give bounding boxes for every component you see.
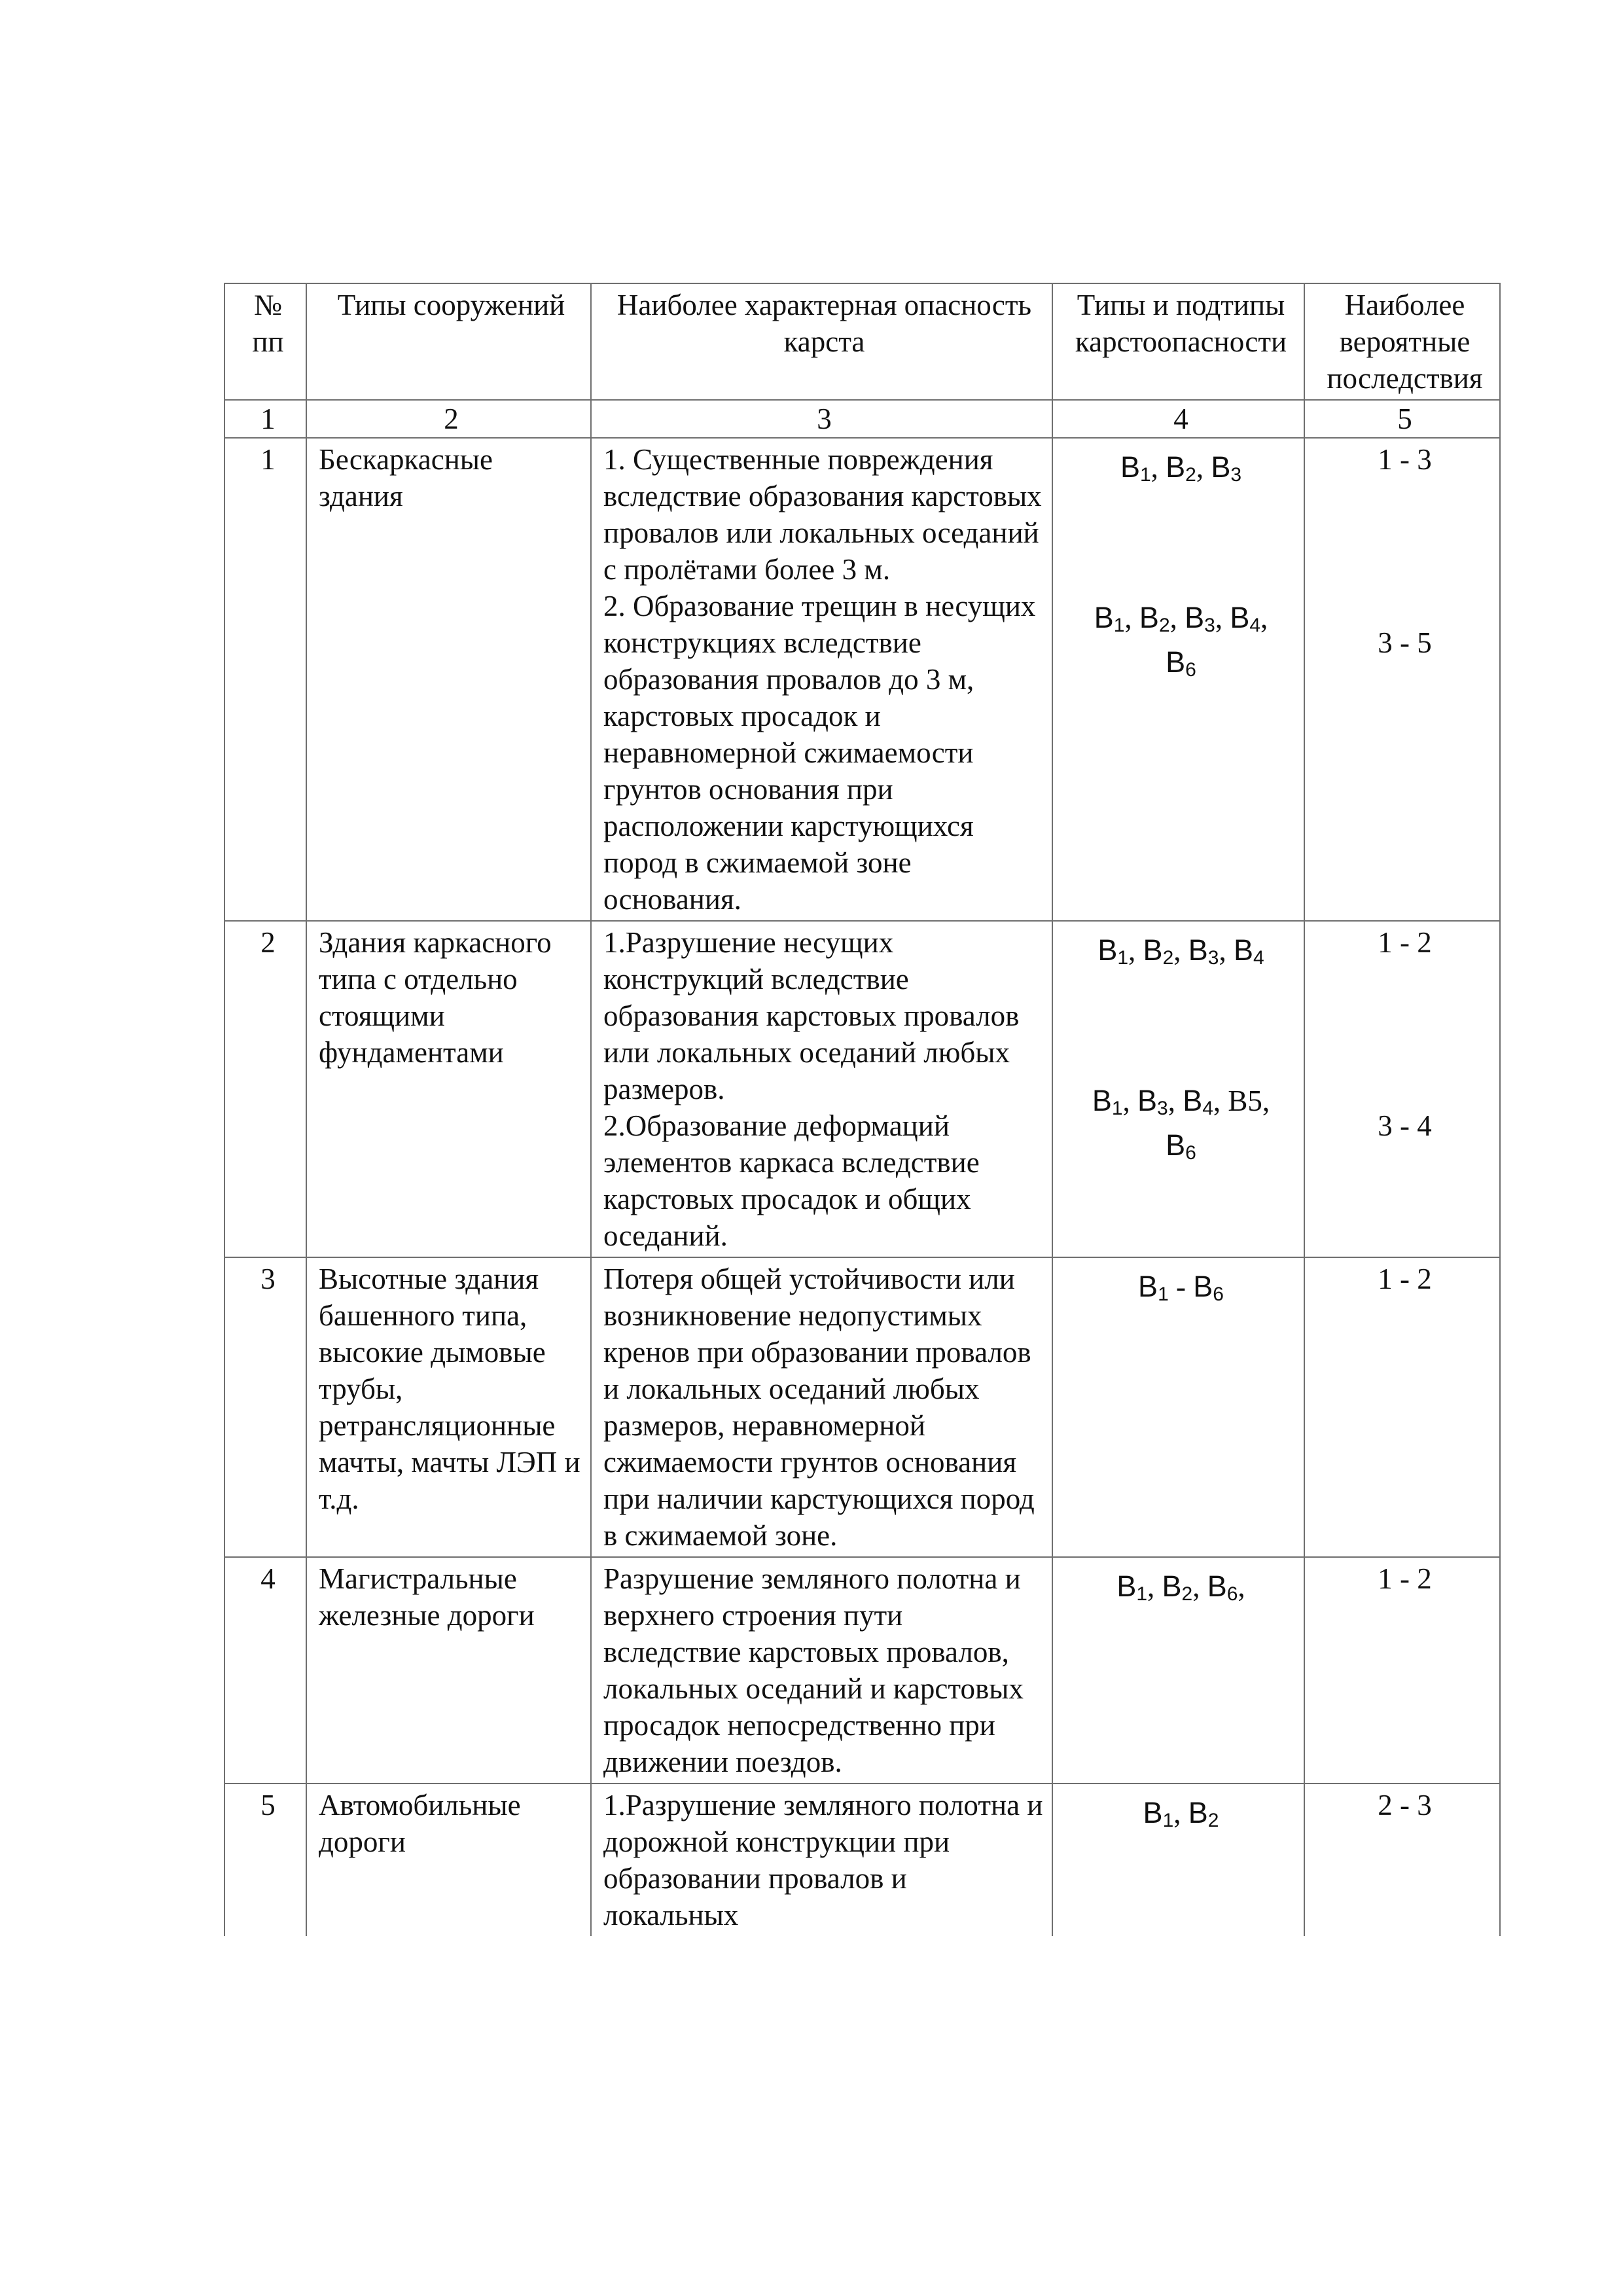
type-code-letter: В (1097, 933, 1118, 967)
consequence-range: 1 - 3 (1378, 443, 1432, 476)
hazard-paragraph: 1.Разрушение земляного полотна и дорожной конструкции при образовании провалов и локальных (603, 1789, 1043, 1931)
structure-type: Магистральные железные дороги (306, 1557, 591, 1784)
type-code-subscript: 1 (1162, 1810, 1174, 1831)
type-separator: , (1128, 934, 1143, 967)
type-code-letter: В (1183, 1084, 1203, 1117)
type-separator: , (1219, 934, 1234, 967)
type-code-letter: В (1166, 450, 1186, 484)
hazard-description (591, 1257, 1052, 1557)
type-separator: , (1260, 601, 1268, 634)
hazard-description (591, 438, 1052, 921)
type-code-subscript: 6 (1185, 1142, 1196, 1164)
type-code (1143, 1797, 1174, 1829)
type-code-group (1065, 932, 1297, 977)
type-separator: , (1173, 934, 1188, 967)
type-code-letter: В (1143, 933, 1163, 967)
type-separator: , (1173, 1797, 1188, 1829)
type-code-letter: В (1188, 933, 1208, 967)
consequence-range: 1 - 2 (1378, 1263, 1432, 1295)
column-number: 5 (1304, 400, 1500, 438)
type-code-subscript: 4 (1202, 1098, 1213, 1119)
table-row (224, 1257, 1500, 1557)
type-code (1234, 934, 1264, 967)
hazard-paragraph: 1.Разрушение несущих конструкций вследствие образования карстовых провалов или локальных оседаний любых размеров. (603, 926, 1020, 1105)
type-code (1193, 1270, 1224, 1303)
hazard-type-codes (1052, 1784, 1304, 1936)
likely-consequences (1304, 1257, 1500, 1557)
structure-type: Автомобильные дороги (306, 1784, 591, 1936)
header-hazard: Наиболее характерная опасность карста (591, 283, 1052, 400)
likely-consequences (1304, 438, 1500, 921)
header-structure-types: Типы сооружений (306, 283, 591, 400)
likely-consequences (1304, 921, 1500, 1257)
type-code-subscript: 1 (1117, 947, 1129, 969)
type-separator: , (1238, 1570, 1245, 1603)
type-code (1137, 1085, 1168, 1117)
type-code (1230, 601, 1260, 634)
type-code (1166, 451, 1196, 484)
type-code-subscript: 3 (1204, 615, 1215, 636)
column-number-row (224, 400, 1500, 438)
type-code-letter: В (1094, 601, 1114, 634)
hazard-paragraph: 2.Образование деформаций элементов каркаса вследствие карстовых просадок и общих оседаний. (603, 1109, 980, 1252)
type-code-letter: В (1233, 933, 1253, 967)
type-code (1166, 646, 1196, 679)
type-code-subscript: 2 (1185, 464, 1196, 486)
type-separator: , (1168, 1085, 1183, 1117)
type-code-letter: В (1137, 1084, 1158, 1117)
type-code-group (1065, 1268, 1297, 1313)
type-code-letter: В (1193, 1270, 1213, 1303)
column-number: 3 (591, 400, 1052, 438)
likely-consequences (1304, 1557, 1500, 1784)
type-code-group (1065, 449, 1297, 493)
type-code-subscript: 3 (1207, 947, 1219, 969)
type-code-subscript: 2 (1181, 1583, 1193, 1605)
row-number: 5 (224, 1784, 306, 1936)
table-row (224, 1557, 1500, 1784)
type-code (1188, 1797, 1219, 1829)
type-code-letter: В (1166, 1128, 1186, 1162)
type-separator: , (1124, 601, 1139, 634)
type-code-letter: В (1162, 1570, 1182, 1603)
type-code-subscript: 1 (1136, 1583, 1148, 1605)
consequence-range: 2 - 3 (1378, 1789, 1432, 1821)
consequence-range: 1 - 2 (1378, 926, 1432, 959)
type-code (1162, 1570, 1193, 1603)
hazard-type-codes (1052, 1257, 1304, 1557)
type-code-letter: В (1092, 1084, 1112, 1117)
type-code-subscript: 1 (1158, 1283, 1169, 1305)
type-code-subscript: 4 (1249, 615, 1261, 636)
type-code (1166, 1129, 1196, 1162)
type-separator: , (1169, 601, 1185, 634)
structure-type: Бескаркасные здания (306, 438, 591, 921)
hazard-description (591, 1784, 1052, 1936)
consequence-range: 3 - 4 (1378, 1109, 1432, 1142)
type-separator: , (1147, 1570, 1162, 1603)
consequence-range: 3 - 5 (1378, 626, 1432, 659)
type-code-group (1065, 1795, 1297, 1839)
type-code-subscript: 3 (1230, 464, 1242, 486)
hazard-type-codes (1052, 1557, 1304, 1784)
type-code (1138, 1270, 1169, 1303)
type-code-letter: В (1207, 1570, 1227, 1603)
type-code-group (1065, 1083, 1297, 1172)
column-number: 1 (224, 400, 306, 438)
structure-type: Высотные здания башенного типа, высокие дымовые трубы, ретрансляционные мачты, мачты ЛЭП и т.д. (306, 1257, 591, 1557)
type-code-letter: В (1188, 1796, 1208, 1829)
type-separator: , (1215, 601, 1230, 634)
type-code-letter: В (1185, 601, 1205, 634)
type-code-subscript: 1 (1139, 464, 1151, 486)
type-separator: , (1196, 451, 1211, 484)
type-code (1183, 1085, 1213, 1117)
type-separator: , В5, (1213, 1085, 1270, 1117)
type-code (1185, 601, 1215, 634)
type-separator: - (1168, 1270, 1194, 1303)
hazard-paragraph: Потеря общей устойчивости или возникновение недопустимых кренов при образовании провалов и локальных оседаний любых размеров, неравномерной сжимаемости грунтов основания при наличии карстующихся пород в сжимаемой зоне. (603, 1263, 1035, 1552)
row-number: 1 (224, 438, 306, 921)
type-code-letter: В (1230, 601, 1250, 634)
type-code-subscript: 6 (1213, 1283, 1224, 1305)
type-code-group (1065, 600, 1297, 689)
type-code-subscript: 2 (1158, 615, 1170, 636)
type-code-subscript: 1 (1113, 615, 1125, 636)
type-separator: , (1150, 451, 1166, 484)
type-code (1094, 601, 1125, 634)
type-code-subscript: 4 (1253, 947, 1264, 969)
type-code (1092, 1085, 1123, 1117)
hazard-description (591, 921, 1052, 1257)
row-number: 2 (224, 921, 306, 1257)
hazard-paragraph: 1. Существенные повреждения вследствие образования карстовых провалов или локальных оседаний с пролётами более 3 м. (603, 443, 1042, 586)
type-code-letter: В (1120, 450, 1140, 484)
hazard-type-codes (1052, 438, 1304, 921)
type-code-letter: В (1166, 645, 1186, 679)
type-code-letter: В (1138, 1270, 1158, 1303)
row-number: 3 (224, 1257, 306, 1557)
table-row (224, 1784, 1500, 1936)
table-row (224, 438, 1500, 921)
karst-hazard-table (224, 283, 1501, 1936)
type-separator: , (1192, 1570, 1207, 1603)
type-code (1139, 601, 1170, 634)
row-number: 4 (224, 1557, 306, 1784)
type-code-letter: В (1211, 450, 1231, 484)
type-code-subscript: 1 (1111, 1098, 1123, 1119)
hazard-paragraph: 2. Образование трещин в несущих конструкциях вследствие образования провалов до 3 м, карстовых просадок и неравномерной сжимаемости грунтов основания при расположении карстующихся пород в сжимаемой зоне основания. (603, 590, 1036, 916)
header-number: № пп (224, 283, 306, 400)
type-code (1143, 934, 1174, 967)
hazard-type-codes (1052, 921, 1304, 1257)
header-consequences: Наиболее вероятные последствия (1304, 283, 1500, 400)
type-code (1097, 934, 1128, 967)
type-code (1207, 1570, 1238, 1603)
type-code (1211, 451, 1241, 484)
column-number: 4 (1052, 400, 1304, 438)
type-code-subscript: 3 (1157, 1098, 1168, 1119)
type-code (1188, 934, 1219, 967)
hazard-paragraph: Разрушение земляного полотна и верхнего строения пути вследствие карстовых провалов, локальных оседаний и карстовых просадок непосредственно при движении поездов. (603, 1562, 1024, 1778)
type-separator: , (1122, 1085, 1138, 1117)
type-code (1116, 1570, 1147, 1603)
type-code-letter: В (1143, 1796, 1163, 1829)
table-header-row (224, 283, 1500, 400)
column-number: 2 (306, 400, 591, 438)
header-hazard-types: Типы и подтипы карстоопасности (1052, 283, 1304, 400)
hazard-description (591, 1557, 1052, 1784)
likely-consequences (1304, 1784, 1500, 1936)
type-code-letter: В (1139, 601, 1159, 634)
type-code-letter: В (1116, 1570, 1137, 1603)
consequence-range: 1 - 2 (1378, 1562, 1432, 1595)
type-code-subscript: 2 (1207, 1810, 1219, 1831)
type-code-subscript: 6 (1185, 659, 1196, 681)
structure-type: Здания каркасного типа с отдельно стоящими фундаментами (306, 921, 591, 1257)
type-code-subscript: 2 (1162, 947, 1174, 969)
type-code (1120, 451, 1151, 484)
table-row (224, 921, 1500, 1257)
type-code-group (1065, 1568, 1297, 1613)
type-code-subscript: 6 (1226, 1583, 1238, 1605)
